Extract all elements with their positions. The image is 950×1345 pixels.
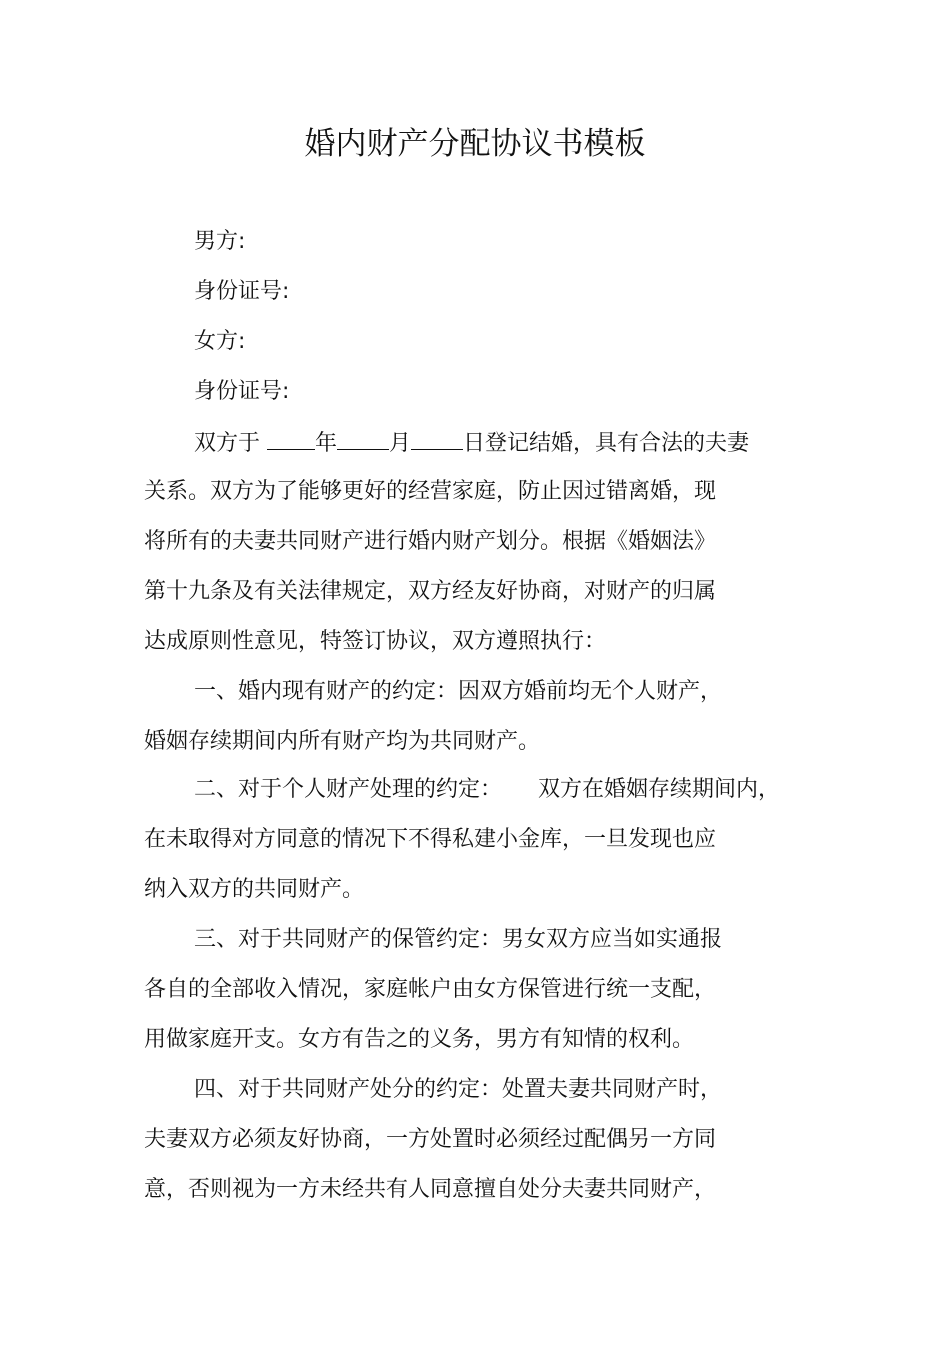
intro-prefix: 双方于 [194,431,261,456]
month-blank [337,427,389,450]
clause-2-heading: 二、对于个人财产处理的约定： [194,777,503,802]
year-label: 年 [315,431,338,456]
clause-4-line-3: 意，否则视为一方未经共有人同意擅自处分夫妻共同财产， [144,1177,717,1202]
month-label: 月 [389,431,412,456]
intro-paragraph-line-2: 关系。双方为了能够更好的经营家庭，防止因过错离婚，现 [144,479,717,504]
intro-paragraph-line-3: 将所有的夫妻共同财产进行婚内财产划分。根据《婚姻法》 [144,529,717,554]
clause-2-line-3: 纳入双方的共同财产。 [144,877,365,902]
wife-id-label: 身份证号: [194,379,290,404]
clause-2-text: 双方在婚姻存续期间内， [538,777,781,802]
clause-2-line-1 [194,775,780,805]
document-title: 婚内财产分配协议书模板 [304,126,646,162]
clause-3-line-1: 三、对于共同财产的保管约定：男女双方应当如实通报 [194,927,723,952]
clause-3-line-3: 用做家庭开支。女方有告之的义务，男方有知情的权利。 [144,1027,695,1052]
clause-4-line-1: 四、对于共同财产处分的约定：处置夫妻共同财产时， [194,1077,723,1102]
clause-1-line-1: 一、婚内现有财产的约定：因双方婚前均无个人财产， [194,679,723,704]
clause-3-line-2: 各自的全部收入情况，家庭帐户由女方保管进行统一支配， [144,977,717,1002]
clause-2-line-2: 在未取得对方同意的情况下不得私建小金库，一旦发现也应 [144,827,717,852]
intro-paragraph-line-5: 达成原则性意见，特签订协议，双方遵照执行： [144,629,607,654]
intro-paragraph-line-1 [194,427,749,459]
wife-label: 女方: [194,329,246,354]
day-blank [411,427,463,450]
year-blank [267,427,315,450]
clause-1-line-2: 婚姻存续期间内所有财产均为共同财产。 [144,729,541,754]
intro-paragraph-line-4: 第十九条及有关法律规定，双方经友好协商，对财产的归属 [144,579,717,604]
clause-4-line-2: 夫妻双方必须友好协商，一方处置时必须经过配偶另一方同 [144,1127,717,1152]
intro-rest: 日登记结婚，具有合法的夫妻 [463,431,750,456]
husband-id-label: 身份证号: [194,279,290,304]
husband-label: 男方: [194,229,246,254]
